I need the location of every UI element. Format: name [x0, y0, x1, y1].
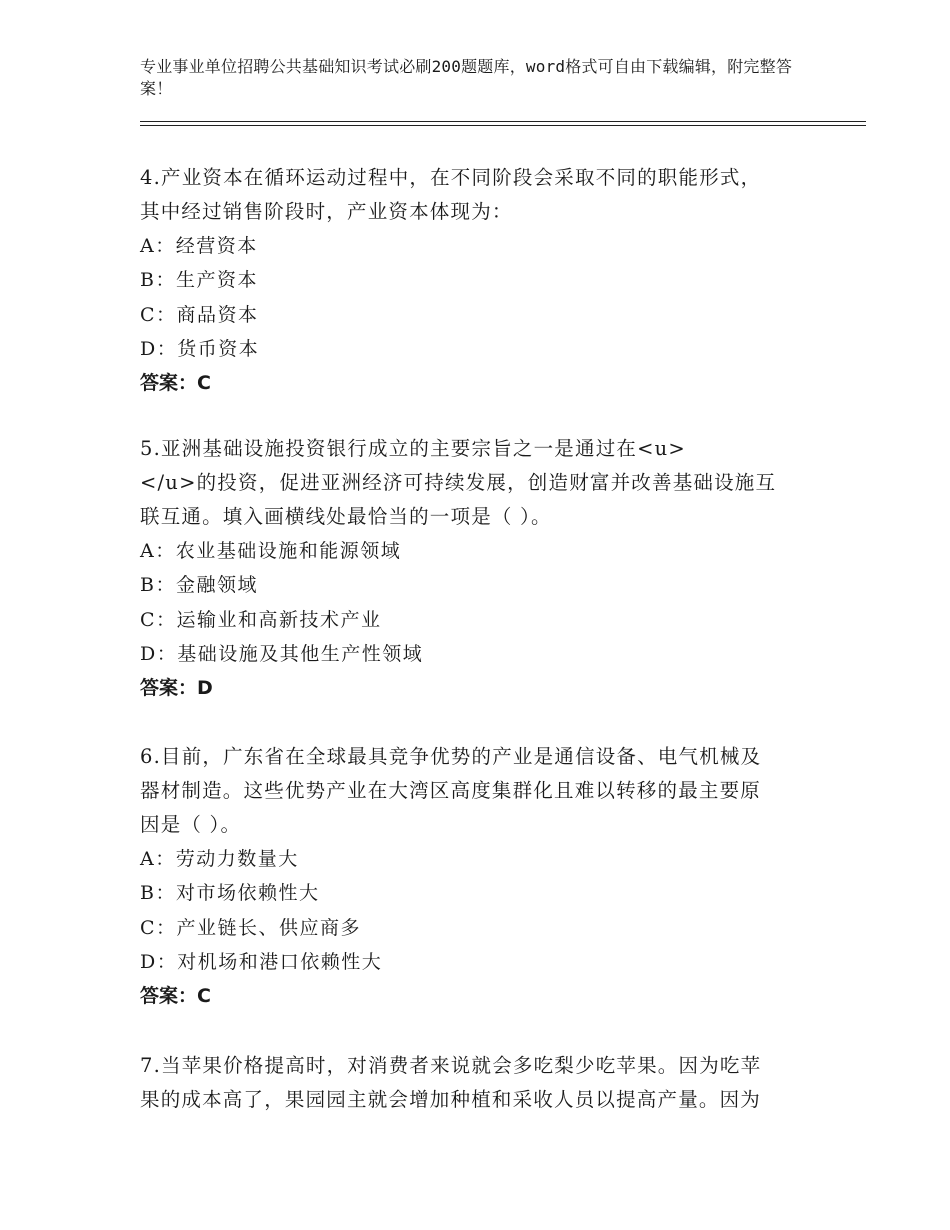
question-stem-line: 4.产业资本在循环运动过程中，在不同阶段会采取不同的职能形式， — [140, 166, 762, 189]
question-stem-line: 5.亚洲基础设施投资银行成立的主要宗旨之一是通过在<u> — [140, 437, 686, 460]
question-stem-line: 器材制造。这些优势产业在大湾区高度集群化且难以转移的最主要原 — [140, 779, 762, 802]
header-text: 专业事业单位招聘公共基础知识考试必刷200题题库，word格式可自由下载编辑，附完整答案！ — [140, 57, 793, 98]
answer: 答案：C — [140, 372, 211, 395]
question-4 — [140, 161, 810, 400]
option-a: A：经营资本 — [140, 235, 258, 257]
option-a: A：劳动力数量大 — [140, 848, 299, 870]
option-b: B：对市场依赖性大 — [140, 882, 320, 905]
option-c: C：产业链长、供应商多 — [140, 916, 362, 939]
option-a: A：农业基础设施和能源领域 — [140, 540, 402, 562]
option-d: D：对机场和港口依赖性大 — [140, 950, 383, 973]
question-stem-line: 联互通。填入画横线处最恰当的一项是（ ）。 — [140, 505, 552, 528]
question-6 — [140, 740, 810, 1013]
option-c: C：商品资本 — [140, 303, 259, 326]
question-stem-line: 6.目前，广东省在全球最具竞争优势的产业是通信设备、电气机械及 — [140, 745, 762, 768]
option-d: D：基础设施及其他生产性领域 — [140, 642, 424, 665]
question-stem-line: 其中经过销售阶段时，产业资本体现为： — [140, 200, 513, 223]
answer: 答案：D — [140, 677, 213, 700]
question-stem-line: 7.当苹果价格提高时，对消费者来说就会多吃梨少吃苹果。因为吃苹 — [140, 1054, 762, 1077]
option-c: C：运输业和高新技术产业 — [140, 608, 382, 631]
answer: 答案：C — [140, 985, 211, 1008]
question-5 — [140, 432, 810, 705]
option-b: B：生产资本 — [140, 269, 258, 292]
question-stem-line: 因是（ ）。 — [140, 813, 242, 836]
header-rule-bottom — [140, 125, 866, 126]
header-rule-top — [140, 121, 866, 122]
option-b: B：金融领域 — [140, 574, 258, 597]
option-d: D：货币资本 — [140, 337, 260, 360]
question-stem-line: </u>的投资，促进亚洲经济可持续发展，创造财富并改善基础设施互 — [140, 471, 777, 494]
document-header — [140, 56, 800, 100]
question-7 — [140, 1049, 810, 1117]
question-stem-line: 果的成本高了，果园园主就会增加种植和采收人员以提高产量。因为 — [140, 1088, 762, 1111]
